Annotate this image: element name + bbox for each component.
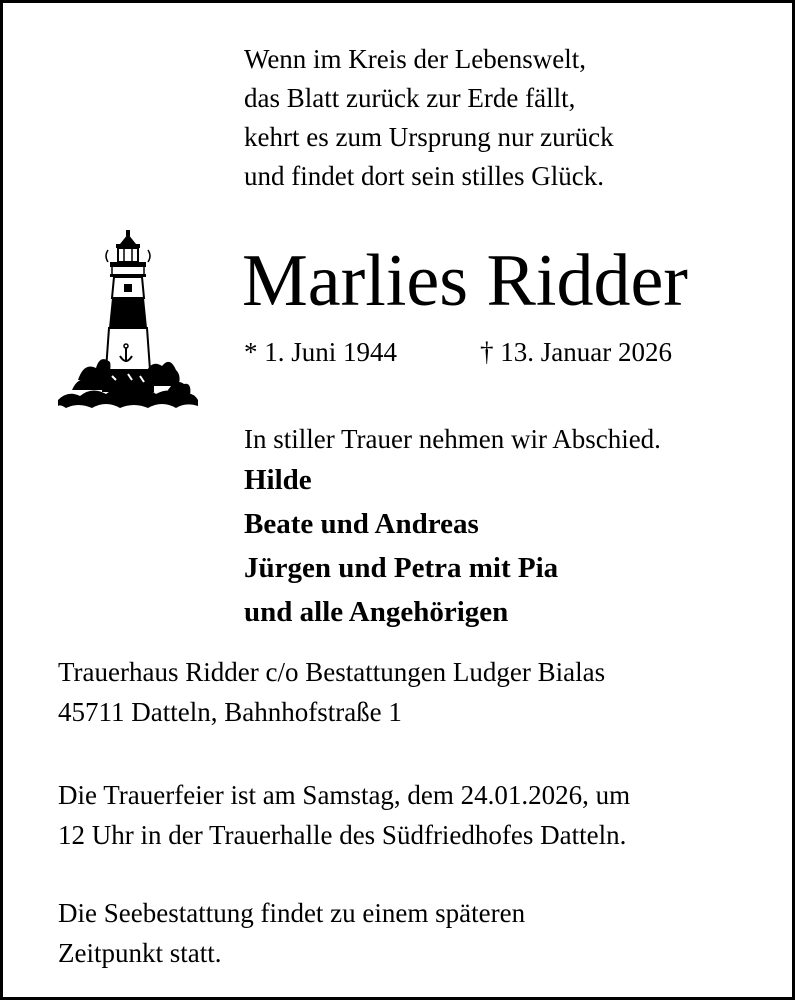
- death-date: † 13. Januar 2026: [480, 337, 672, 367]
- poem: [244, 40, 764, 196]
- family-list: [244, 458, 558, 634]
- family-member: Jürgen und Petra mit Pia: [244, 552, 559, 584]
- ceremony-line: Die Trauerfeier ist am Samstag, dem 24.01.2026, um: [58, 780, 631, 810]
- poem-line: Wenn im Kreis der Lebenswelt,: [244, 44, 586, 74]
- poem-line: und findet dort sein stilles Glück.: [244, 161, 604, 191]
- poem-line: kehrt es zum Ursprung nur zurück: [244, 122, 614, 152]
- sea-burial-info: [58, 893, 525, 973]
- birth-date: * 1. Juni 1944: [244, 337, 398, 367]
- ceremony-line: 12 Uhr in der Trauerhalle des Südfriedhofes Datteln.: [58, 820, 627, 850]
- deceased-name: Marlies Ridder: [242, 240, 688, 322]
- mourning-statement: In stiller Trauer nehmen wir Abschied.: [244, 424, 661, 454]
- burial-line: Zeitpunkt statt.: [58, 938, 222, 968]
- family-member: und alle Angehörigen: [244, 596, 509, 628]
- poem-line: das Blatt zurück zur Erde fällt,: [244, 83, 576, 113]
- address-line: 45711 Datteln, Bahnhofstraße 1: [58, 697, 402, 727]
- burial-line: Die Seebestattung findet zu einem späteren: [58, 898, 526, 928]
- family-member: Beate und Andreas: [244, 508, 479, 540]
- address-line: Trauerhaus Ridder c/o Bestattungen Ludger Bialas: [58, 657, 606, 687]
- mourning-house-address: [58, 652, 605, 732]
- family-member: Hilde: [244, 464, 312, 496]
- funeral-ceremony-info: [58, 775, 630, 855]
- lighthouse-icon: [58, 230, 198, 420]
